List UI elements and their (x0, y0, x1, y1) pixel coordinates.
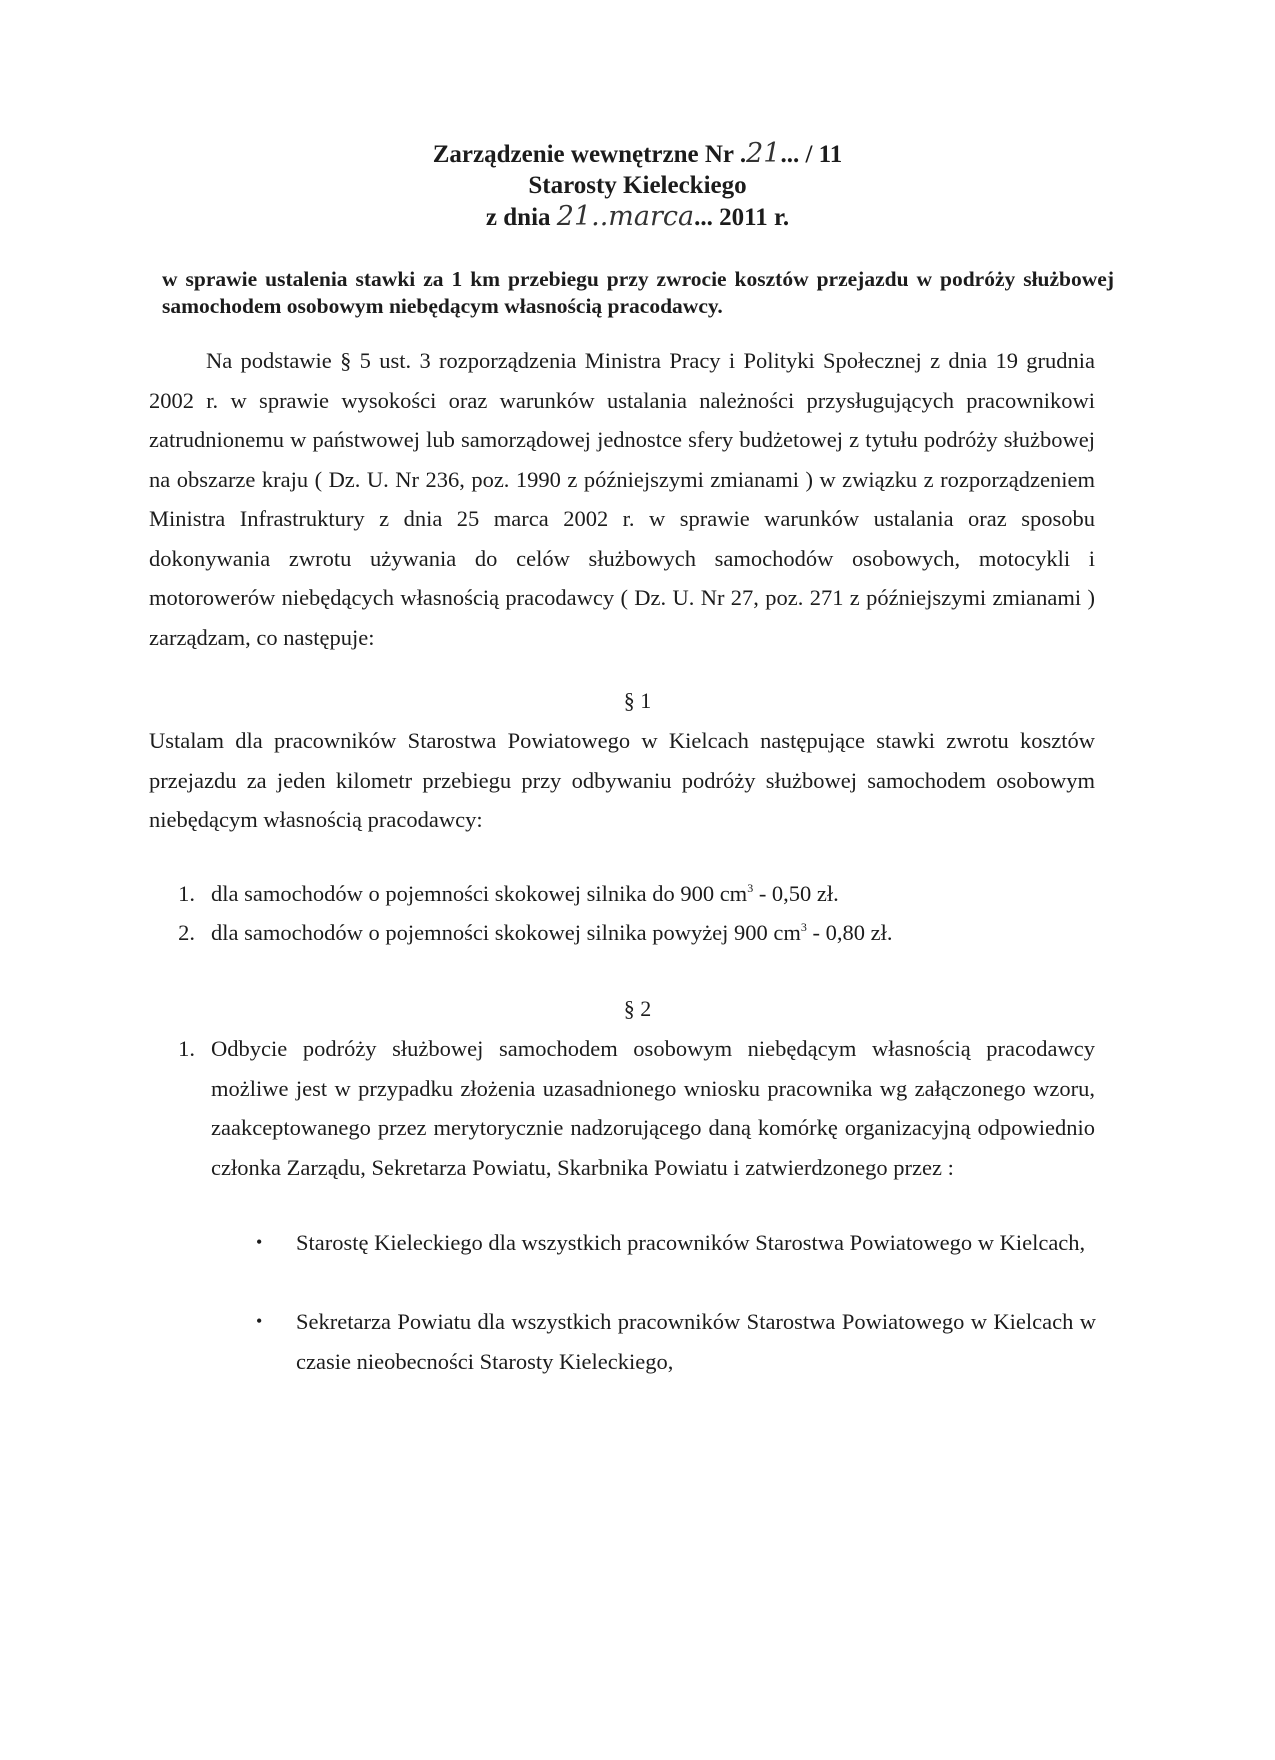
bullet-icon: • (256, 1311, 263, 1331)
section-2-mark: § 2 (623, 996, 652, 1021)
bullet-text: Starostę Kieleckiego dla wszystkich pracowników Starostwa Powiatowego w Kielcach, (296, 1230, 1086, 1255)
date-suffix: ... 2011 r. (694, 204, 790, 231)
list-number: 2. (178, 920, 195, 945)
order-number-suffix: ... / 11 (780, 141, 843, 168)
handwritten-order-number: 21 (746, 138, 781, 169)
section-2-item (149, 1029, 1095, 1187)
bullet-text: Sekretarza Powiatu dla wszystkich pracowników Starostwa Powiatowego w Kielcach w czasie nieobecności Starosty Kieleckiego, (296, 1309, 1096, 1374)
approver-bullet-item (256, 1302, 1096, 1381)
date-line (0, 201, 1275, 233)
list-item-text: dla samochodów o pojemności skokowej silnika do 900 $cm^3 - 0,50$ zł. (211, 881, 839, 906)
preamble-paragraph: Na podstawie § 5 ust. 3 rozporządzenia Ministra Pracy i Polityki Społecznej z dnia 19 grudnia 2002 r. w sprawie wysokości oraz warunków ustalania należności przysługujących pracownikowi zatrudnionemu w państwowej lub samorządowej jednostce sfery budżetowej z tytułu podróży służbowej na obszarze kraju ( Dz. U. Nr 236, poz. 1990 z późniejszymi zmianami ) w związku z rozporządzeniem Ministra Infrastruktury z dnia 25 marca 2002 r. w sprawie warunków ustalania oraz sposobu dokonywania zwrotu używania do celów służbowych samochodów osobowych, motocykli i motorowerów niebędących własnością pracodawcy ( Dz. U. Nr 27, poz. 271 z późniejszymi zmianami ) zarządzam, co następuje: (149, 348, 1095, 650)
date-prefix: z dnia (485, 204, 557, 231)
section-1-paragraph: Ustalam dla pracowników Starostwa Powiatowego w Kielcach następujące stawki zwrotu kosztów przejazdu za jeden kilometr przebiegu przy odbywaniu podróży służbowej samochodem osobowym niebędącym własnością pracodawcy: (149, 728, 1095, 832)
list-number: 1. (178, 1036, 195, 1061)
handwritten-date: 21..marca (556, 201, 695, 232)
issuer-line: Starosty Kieleckiego (528, 172, 747, 199)
rate-list-item (149, 913, 1095, 953)
list-number: 1. (178, 881, 195, 906)
subject-heading: w sprawie ustalenia stawki za 1 km przebiegu przy zwrocie kosztów przejazdu w podróży służbowej samochodem osobowym niebędącym własnością pracodawcy. (162, 267, 1114, 318)
rate-list-item (149, 874, 1095, 914)
bullet-icon: • (256, 1232, 263, 1252)
approver-bullet-item (256, 1223, 1096, 1263)
document-header (0, 138, 1275, 233)
order-number-prefix: Zarządzenie wewnętrzne Nr . (432, 141, 747, 168)
list-item-text: Odbycie podróży służbowej samochodem osobowym niebędącym własnością pracodawcy możliwe jest w przypadku złożenia uzasadnionego wniosku pracownika wg załączonego wzoru, zaakceptowanego przez merytorycznie nadzorującego daną komórkę organizacyjną odpowiednio członka Zarządu, Sekretarza Powiatu, Skarbnika Powiatu i zatwierdzonego przez : (211, 1036, 1095, 1180)
section-1-mark: § 1 (623, 688, 652, 713)
list-item-text: dla samochodów o pojemności skokowej silnika powyżej 900 $cm^3 - 0,80$ zł. (211, 920, 893, 945)
order-number-line (0, 138, 1275, 170)
